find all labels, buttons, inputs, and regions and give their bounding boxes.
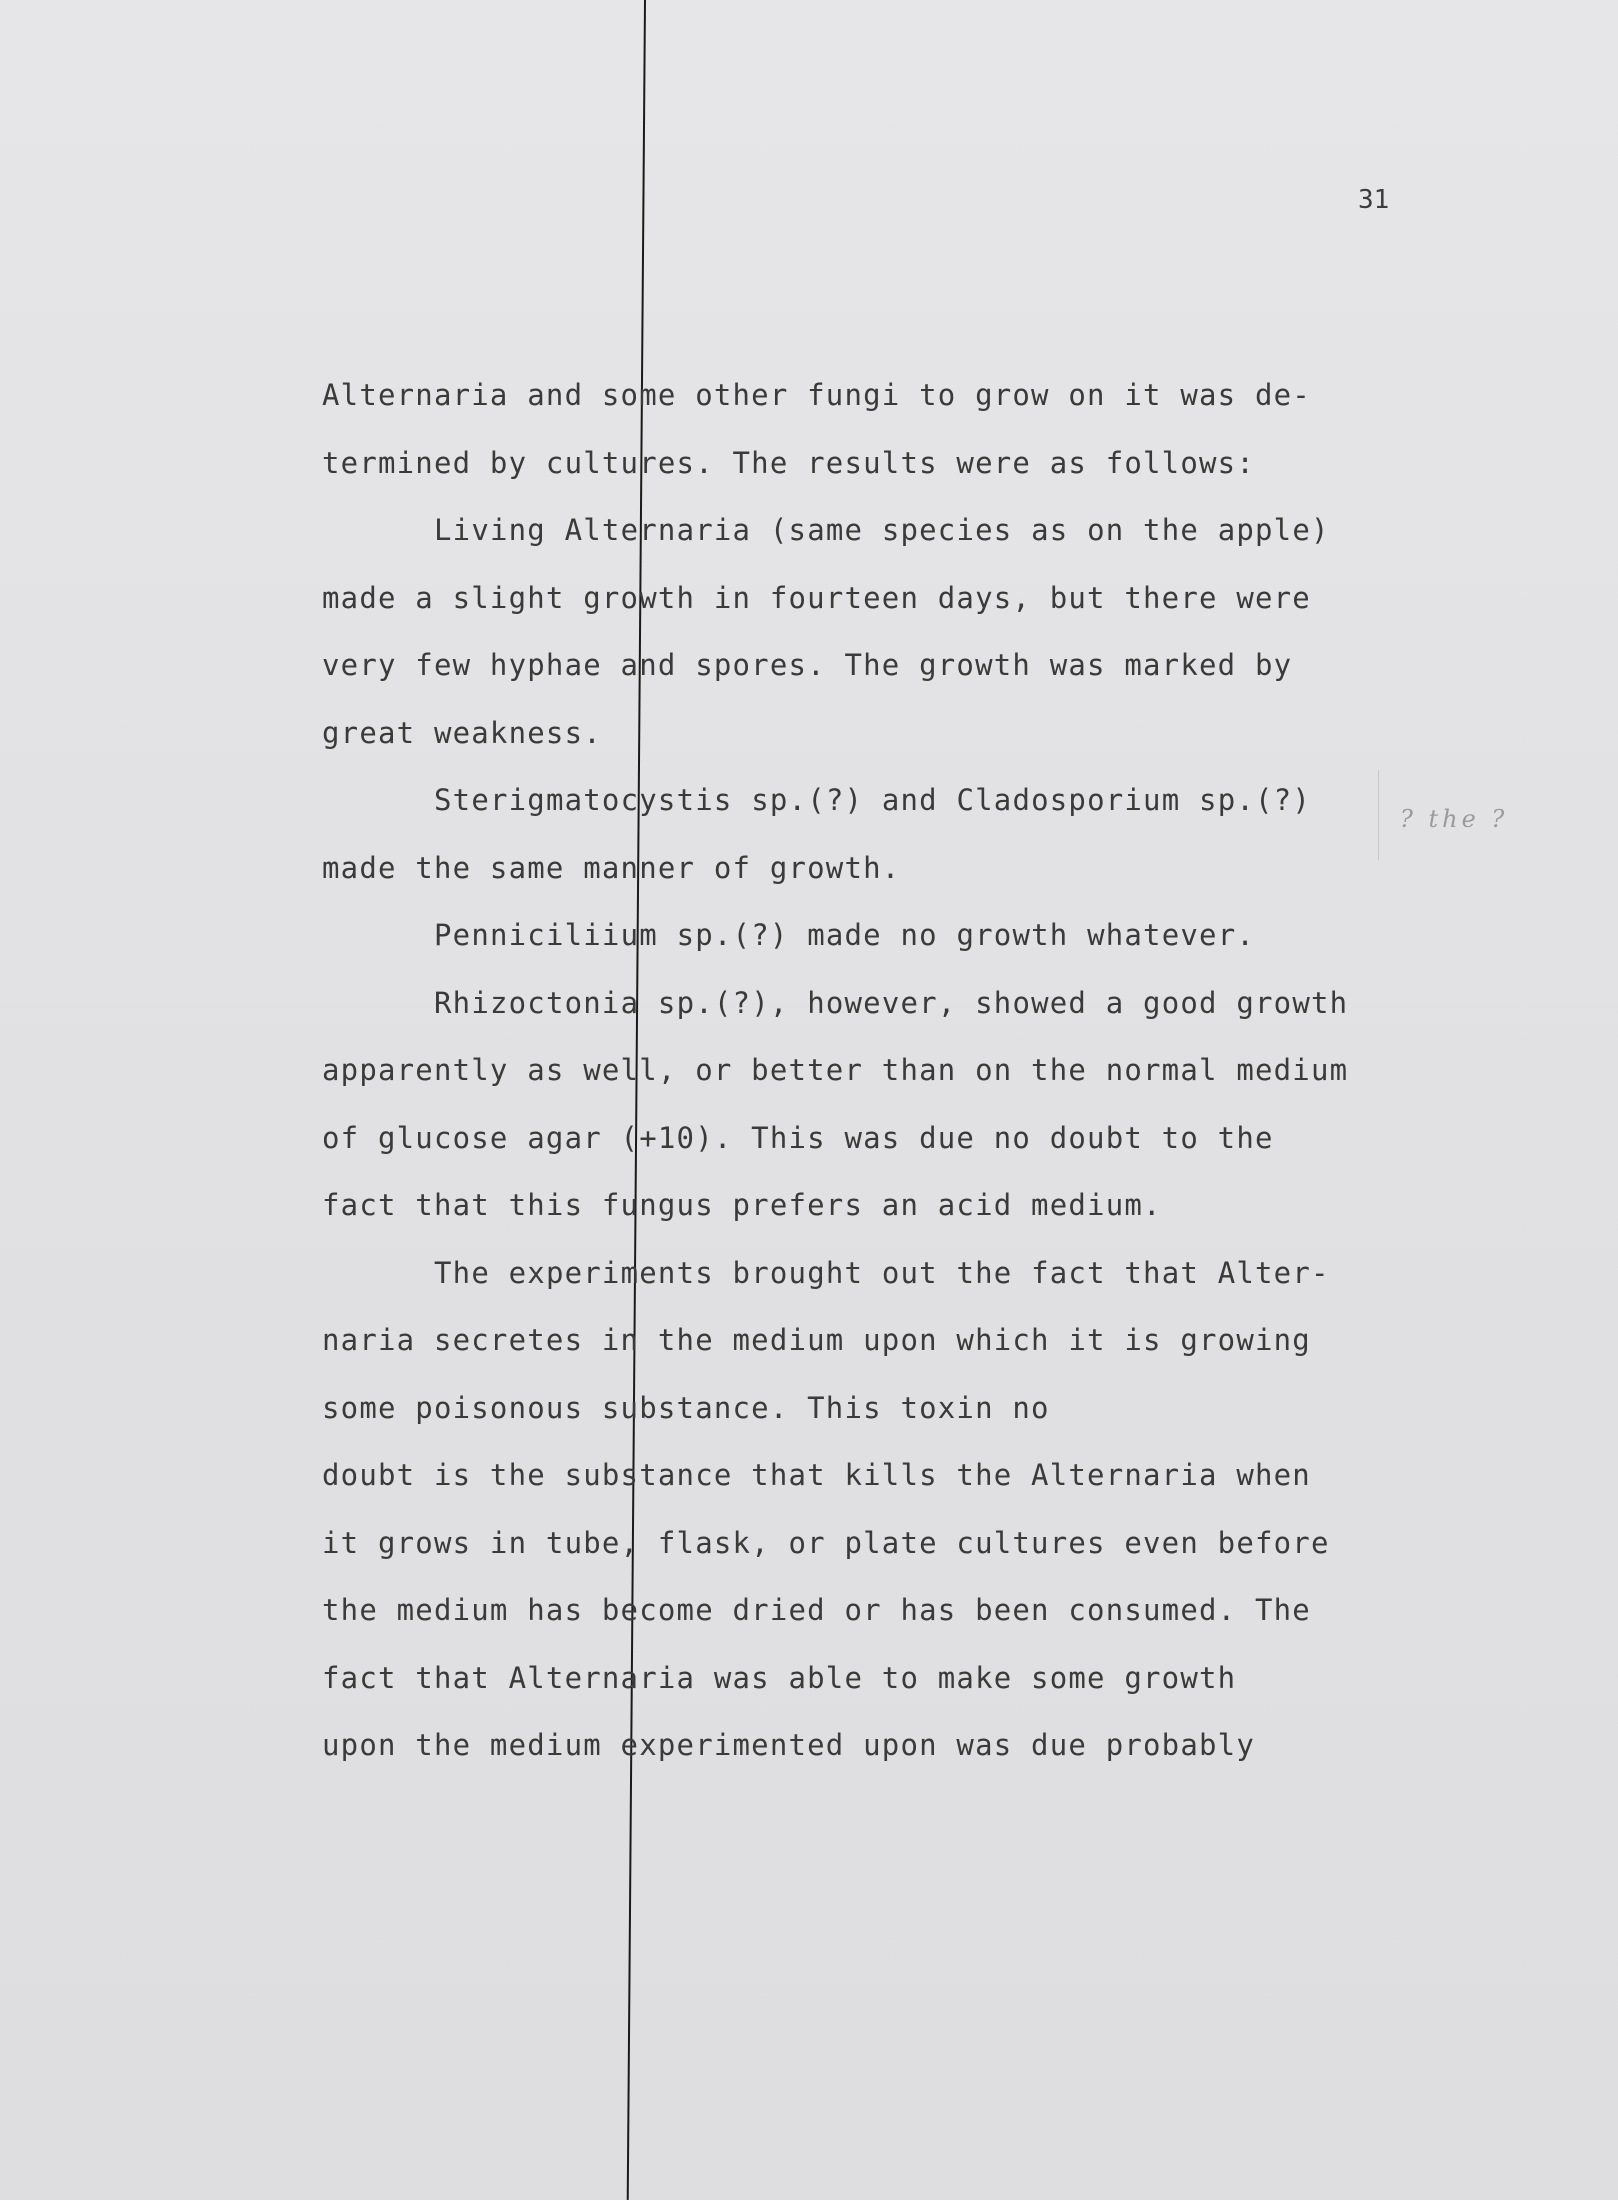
- text-line: it grows in tube, flask, or plate cultures even before: [322, 1525, 1330, 1560]
- text-line: of glucose agar (+10). This was due no doubt to the: [322, 1120, 1274, 1155]
- text-line: upon the medium experimented upon was due probably: [322, 1728, 1255, 1762]
- text-line: made the same manner of growth.: [322, 850, 901, 885]
- text-line: The experiments brought out the fact that Alter-: [434, 1255, 1330, 1290]
- text-line: termined by cultures. The results were as follows:: [322, 445, 1255, 480]
- body-text: [322, 375, 1349, 1793]
- text-line: Alternaria and some other fungi to grow on it was de-: [322, 378, 1311, 412]
- margin-tick: [1378, 770, 1379, 860]
- text-line: doubt is the substance that kills the Alternaria when: [322, 1458, 1311, 1492]
- text-line: made a slight growth in fourteen days, but there were: [322, 580, 1311, 615]
- text-line: fact that Alternaria was able to make some growth: [322, 1660, 1237, 1695]
- text-line: Rhizoctonia sp.(?), however, showed a good growth: [434, 985, 1349, 1020]
- text-line: apparently as well, or better than on the normal medium: [322, 1053, 1349, 1087]
- text-line: Sterigmatocystis sp.(?) and Cladosporium sp.(?): [434, 783, 1311, 817]
- text-line: great weakness.: [322, 715, 602, 750]
- text-line: fact that this fungus prefers an acid medium.: [322, 1188, 1162, 1222]
- margin-note: ? the ?: [1400, 805, 1509, 833]
- text-line: the medium has become dried or has been consumed. The: [322, 1593, 1311, 1627]
- text-line: naria secretes in the medium upon which it is growing: [322, 1323, 1311, 1357]
- text-line: very few hyphae and spores. The growth was marked by: [322, 648, 1293, 682]
- text-line: Penniciliium sp.(?) made no growth whatever.: [434, 918, 1256, 952]
- text-line: Living Alternaria (same species as on the apple): [434, 513, 1330, 547]
- page-number: 31: [1358, 185, 1390, 215]
- text-line: some poisonous substance. This toxin no: [322, 1390, 1050, 1425]
